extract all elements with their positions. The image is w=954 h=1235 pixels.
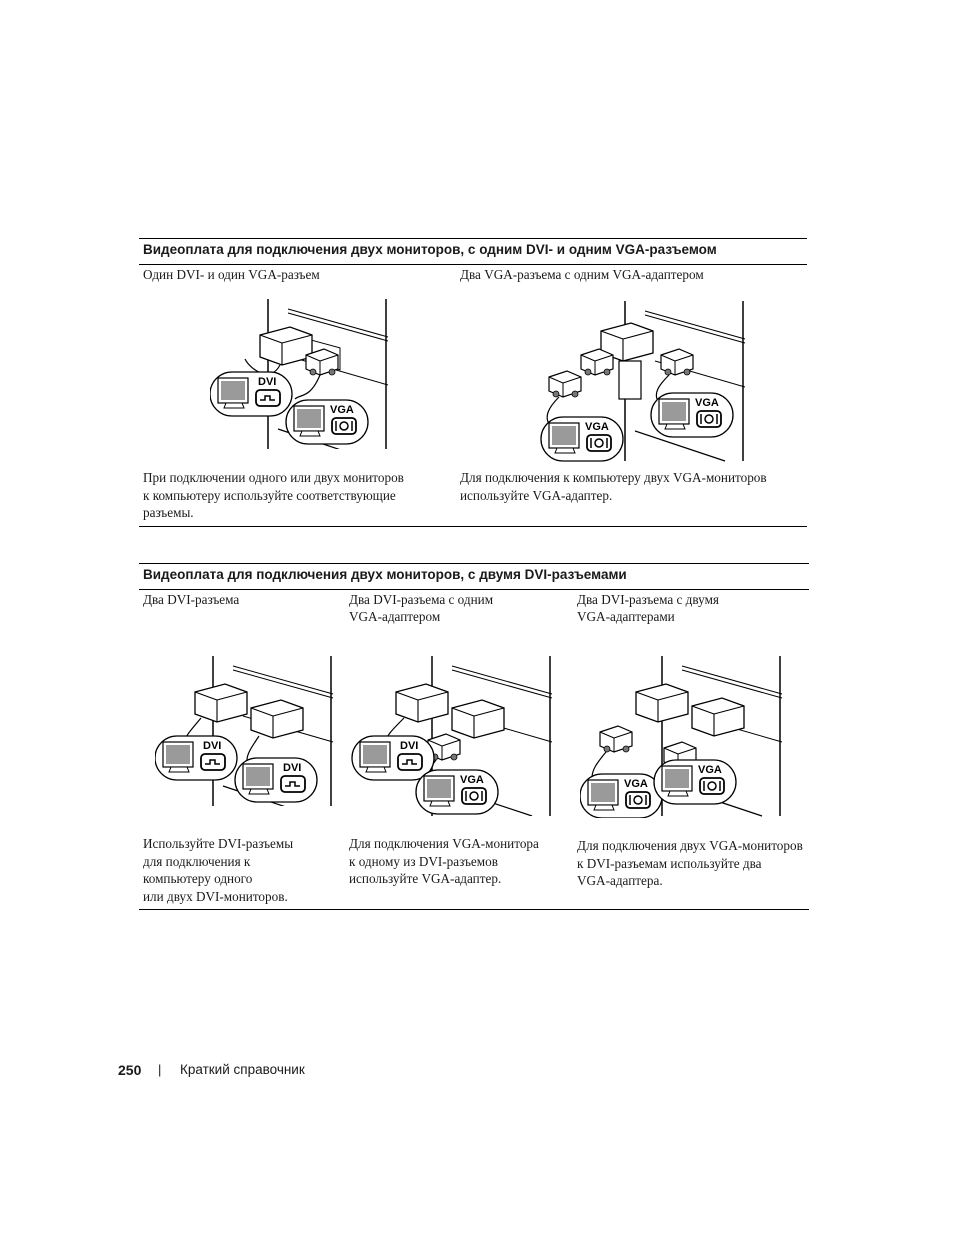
vga-monitor-badge-right xyxy=(654,760,736,804)
table-2-header-rule xyxy=(139,589,809,590)
dual-vga-adapter-illustration xyxy=(539,299,749,464)
description-line: При подключении одного или двух мониторов xyxy=(143,470,404,485)
vga-monitor-badge xyxy=(286,400,368,444)
description-line: Для подключения двух VGA-мониторов xyxy=(577,838,803,853)
description-line: или двух DVI-мониторов. xyxy=(143,888,288,904)
caption-line: VGA-адаптером xyxy=(349,609,441,624)
description-line: Для подключения к компьютеру двух VGA-мониторов xyxy=(460,470,767,485)
vga-monitor-badge-left xyxy=(580,774,662,818)
dvi-connector-icon xyxy=(201,754,225,770)
dvi-monitor-badge xyxy=(352,736,434,780)
table-1-bottom-rule xyxy=(139,526,807,527)
description-line: Используйте DVI-разъемы xyxy=(143,836,294,851)
table-1 xyxy=(139,238,807,527)
description-line: разъемы. xyxy=(143,505,194,520)
description-line: Для подключения VGA-монитора xyxy=(349,836,539,851)
dvi-with-vga-adapter-illustration xyxy=(346,656,568,816)
footer-separator: | xyxy=(158,1062,162,1077)
description-line: компьютеру одного xyxy=(143,871,253,886)
badge-label-vga-left: VGA xyxy=(624,778,648,790)
caption-line: Два DVI-разъема с двумя xyxy=(577,592,720,607)
vga-monitor-badge-left xyxy=(541,417,623,461)
badge-label-dvi: DVI xyxy=(400,740,419,752)
caption-line: Два DVI-разъема xyxy=(143,592,240,607)
table-2-col-2-description xyxy=(349,835,539,888)
dvi-monitor-badge-right xyxy=(235,758,317,802)
vga-monitor-badge xyxy=(416,770,498,814)
description-line: используйте VGA-адаптер. xyxy=(460,487,613,503)
description-line: к одному из DVI-разъемов xyxy=(349,853,498,869)
caption-line: Два DVI-разъема с одним xyxy=(349,592,494,607)
vga-connector-icon xyxy=(697,411,721,427)
table-2 xyxy=(139,563,809,910)
table-1-title: Видеоплата для подключения двух мониторов, с одним DVI- и одним VGA-разъемом xyxy=(143,242,717,257)
table-2-title: Видеоплата для подключения двух мониторов, с двумя DVI-разъемами xyxy=(143,567,627,582)
dvi-monitor-badge xyxy=(210,372,292,416)
description-line: для подключения к xyxy=(143,853,251,869)
description-line: VGA-адаптера. xyxy=(577,873,663,888)
table-1-header-rule xyxy=(139,264,807,265)
vga-connector-icon xyxy=(626,792,650,808)
dvi-with-two-vga-adapters-illustration xyxy=(580,656,795,818)
table-1-col-1-description xyxy=(143,469,404,522)
dvi-monitor-badge-left xyxy=(155,736,237,780)
vga-monitor-badge-right xyxy=(651,393,733,437)
description-line: к компьютеру используйте соответствующие xyxy=(143,487,396,503)
table-2-col-1-description xyxy=(143,835,293,905)
vga-connector-icon xyxy=(332,418,356,434)
dvi-connector-icon xyxy=(398,754,422,770)
table-2-col-3-caption xyxy=(577,591,719,625)
dual-dvi-illustration xyxy=(155,656,335,806)
page-number: 250 xyxy=(118,1062,142,1078)
dvi-vga-connection-illustration xyxy=(210,299,390,449)
vga-connector-icon xyxy=(587,435,611,451)
footer-title: Краткий справочник xyxy=(180,1062,305,1077)
badge-label-vga-left: VGA xyxy=(585,421,609,433)
description-line: к DVI-разъемам используйте два xyxy=(577,855,762,871)
table-2-col-2-caption xyxy=(349,591,493,625)
table-2-col-1-caption xyxy=(143,591,239,608)
table-1-col-2-caption: Два VGA-разъема с одним VGA-адаптером xyxy=(460,267,704,282)
badge-label-vga-right: VGA xyxy=(695,397,719,409)
badge-label-dvi-right: DVI xyxy=(283,762,302,774)
badge-label-dvi: DVI xyxy=(258,376,277,388)
vga-connector-icon xyxy=(462,788,486,804)
badge-label-vga: VGA xyxy=(330,404,354,416)
dvi-connector-icon xyxy=(281,776,305,792)
table-1-col-1-caption: Один DVI- и один VGA-разъем xyxy=(143,267,320,282)
dvi-connector-icon xyxy=(256,390,280,406)
table-1-col-2-description xyxy=(460,469,767,504)
table-2-bottom-rule xyxy=(139,909,809,910)
badge-label-dvi-left: DVI xyxy=(203,740,222,752)
caption-line: VGA-адаптерами xyxy=(577,609,675,624)
badge-label-vga: VGA xyxy=(460,774,484,786)
description-line: используйте VGA-адаптер. xyxy=(349,871,502,886)
vga-connector-icon xyxy=(700,778,724,794)
badge-label-vga-right: VGA xyxy=(698,764,722,776)
table-2-col-3-description xyxy=(577,837,803,890)
